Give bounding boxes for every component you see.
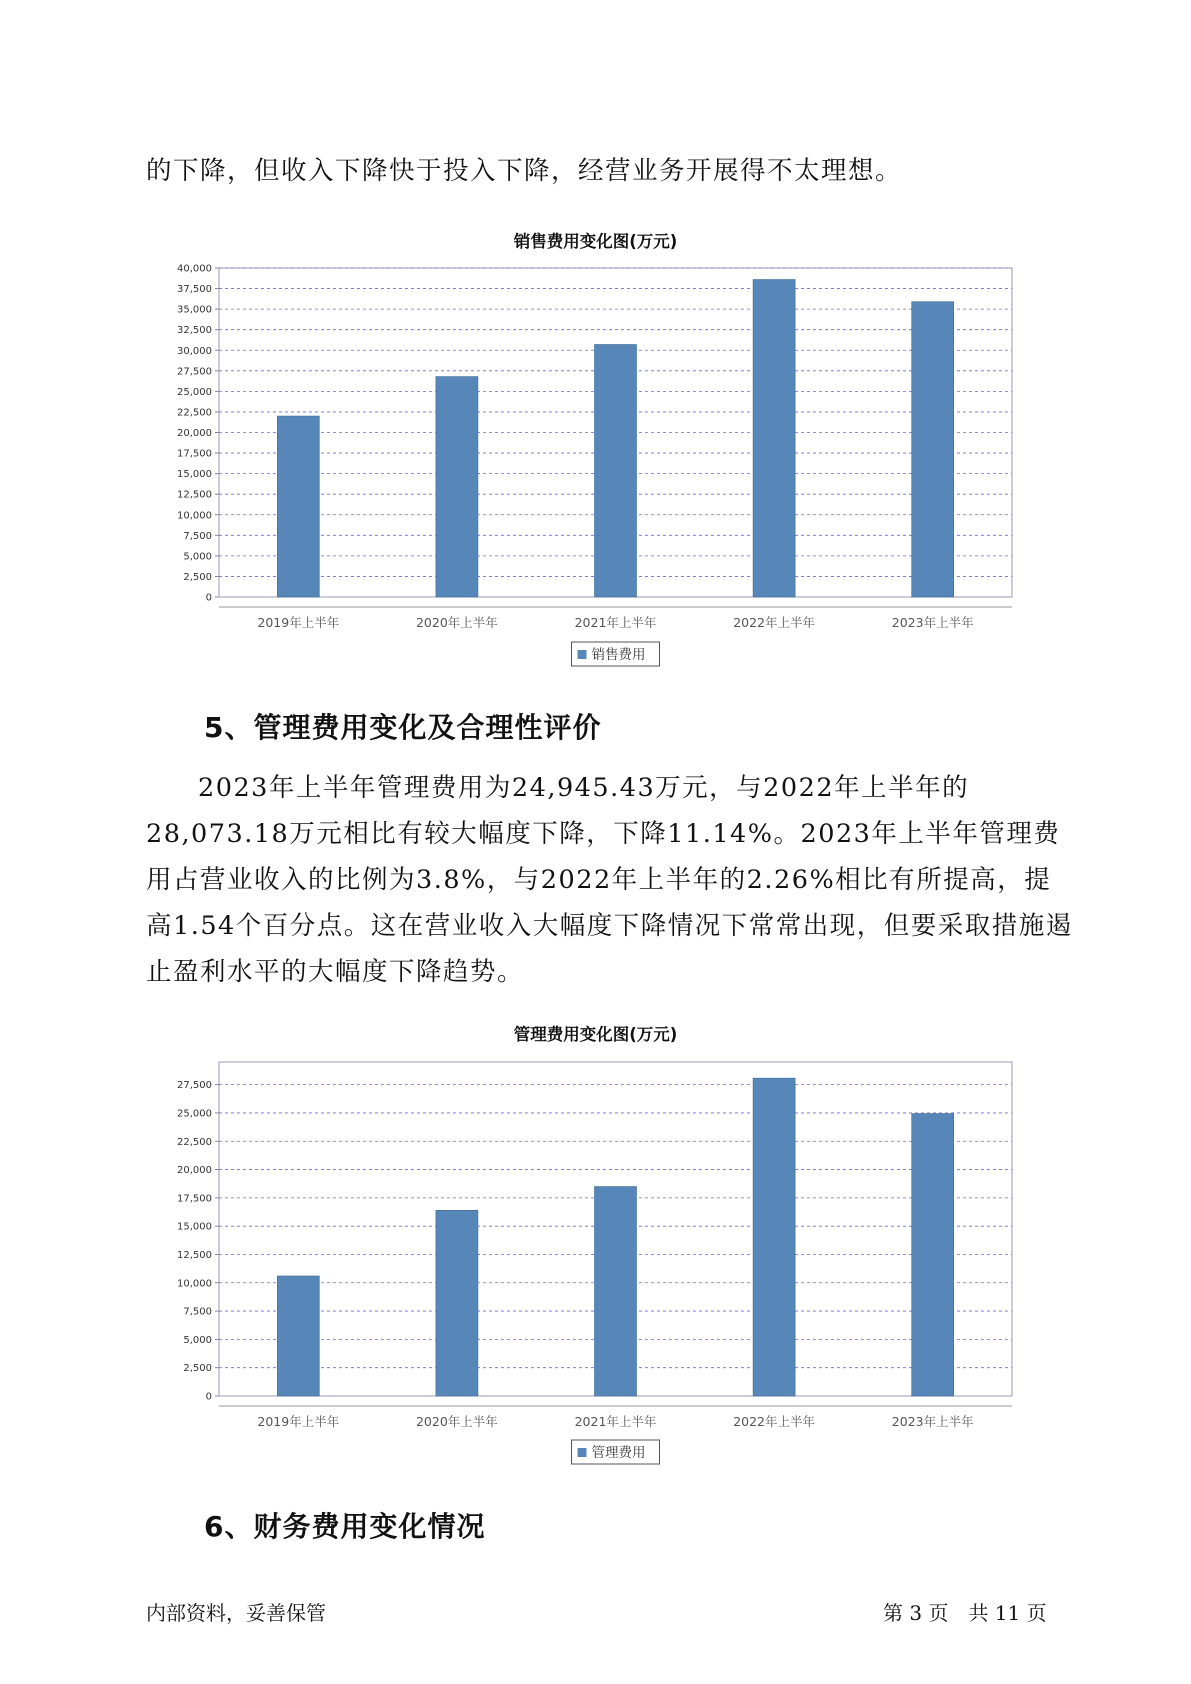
y-tick-label: 22,500 — [177, 1136, 212, 1148]
bar — [436, 1210, 478, 1396]
y-tick-label: 0 — [205, 592, 212, 604]
x-category-label: 2022年上半年 — [733, 1414, 816, 1429]
y-tick-label: 12,500 — [177, 1249, 212, 1261]
y-tick-label: 25,000 — [177, 1108, 212, 1120]
y-tick-label: 2,500 — [183, 571, 212, 583]
admin-expense-chart — [0, 1040, 1191, 1480]
y-tick-label: 5,000 — [183, 1334, 212, 1346]
legend-label: 销售费用 — [591, 647, 646, 663]
bar — [912, 1114, 954, 1396]
x-category-label: 2019年上半年 — [257, 615, 340, 630]
y-tick-label: 25,000 — [177, 386, 212, 398]
y-tick-label: 10,000 — [177, 510, 212, 522]
y-tick-label: 20,000 — [177, 428, 212, 439]
bar — [753, 280, 795, 597]
y-tick-label: 15,000 — [177, 1221, 212, 1233]
section5-heading: 5、管理费用变化及合理性评价 — [204, 711, 602, 744]
y-tick-label: 10,000 — [177, 1278, 212, 1290]
legend-swatch — [578, 650, 587, 659]
y-tick-label: 17,500 — [177, 448, 212, 460]
y-tick-label: 0 — [205, 1391, 212, 1403]
bar — [436, 377, 478, 597]
x-category-label: 2019年上半年 — [257, 1414, 340, 1429]
y-tick-label: 7,500 — [183, 1306, 212, 1318]
x-category-label: 2023年上半年 — [891, 615, 974, 630]
x-category-label: 2021年上半年 — [574, 1414, 657, 1429]
x-category-label: 2022年上半年 — [733, 615, 816, 630]
x-category-label: 2020年上半年 — [415, 615, 498, 630]
bar — [595, 344, 637, 597]
x-category-label: 2021年上半年 — [574, 615, 657, 630]
y-tick-label: 5,000 — [183, 551, 212, 563]
y-tick-label: 30,000 — [177, 345, 212, 357]
footer-left: 内部资料，妥善保管 — [146, 1601, 326, 1625]
y-tick-label: 12,500 — [177, 489, 212, 501]
y-tick-label: 15,000 — [177, 469, 212, 481]
y-tick-label: 2,500 — [183, 1363, 212, 1375]
legend-label: 管理费用 — [591, 1445, 646, 1461]
y-tick-label: 17,500 — [177, 1193, 212, 1205]
y-tick-label: 27,500 — [177, 366, 212, 378]
bar — [912, 302, 954, 597]
section6-heading: 6、财务费用变化情况 — [204, 1510, 486, 1543]
y-tick-label: 22,500 — [177, 407, 212, 419]
y-tick-label: 7,500 — [183, 530, 212, 542]
y-tick-label: 35,000 — [177, 304, 212, 316]
y-tick-label: 32,500 — [177, 325, 212, 337]
bar — [277, 1276, 319, 1396]
y-tick-label: 40,000 — [177, 263, 212, 275]
footer-page-number: 第 3 页 共 11 页 — [883, 1601, 1047, 1625]
y-tick-label: 37,500 — [177, 284, 212, 296]
y-tick-label: 27,500 — [177, 1080, 212, 1092]
chart2-title: 管理费用变化图(万元) — [513, 1025, 678, 1044]
x-category-label: 2020年上半年 — [415, 1414, 498, 1429]
y-tick-label: 20,000 — [177, 1165, 212, 1177]
section5-paragraph: 2023年上半年管理费用为24,945.43万元，与2022年上半年的28,073.18万元相比有较大幅度下降，下降11.14%。2023年上半年管理费用占营业收入的比例为3.8%，与2022年上半年的2.26%相比有所提高，提高1.54个百分点。这在营业收入大幅度下降情况下常常出现，但要采取措施遏止盈利水平的大幅度下降趋势。 — [146, 773, 1073, 987]
sales-expense-chart — [0, 240, 1191, 690]
bar — [277, 416, 319, 597]
chart1-title: 销售费用变化图(万元) — [513, 232, 678, 251]
bar — [595, 1187, 637, 1396]
intro-paragraph: 的下降，但收入下降快于投入下降，经营业务开展得不太理想。 — [146, 156, 903, 186]
legend-swatch — [578, 1448, 587, 1457]
bar — [753, 1078, 795, 1396]
x-category-label: 2023年上半年 — [891, 1414, 974, 1429]
